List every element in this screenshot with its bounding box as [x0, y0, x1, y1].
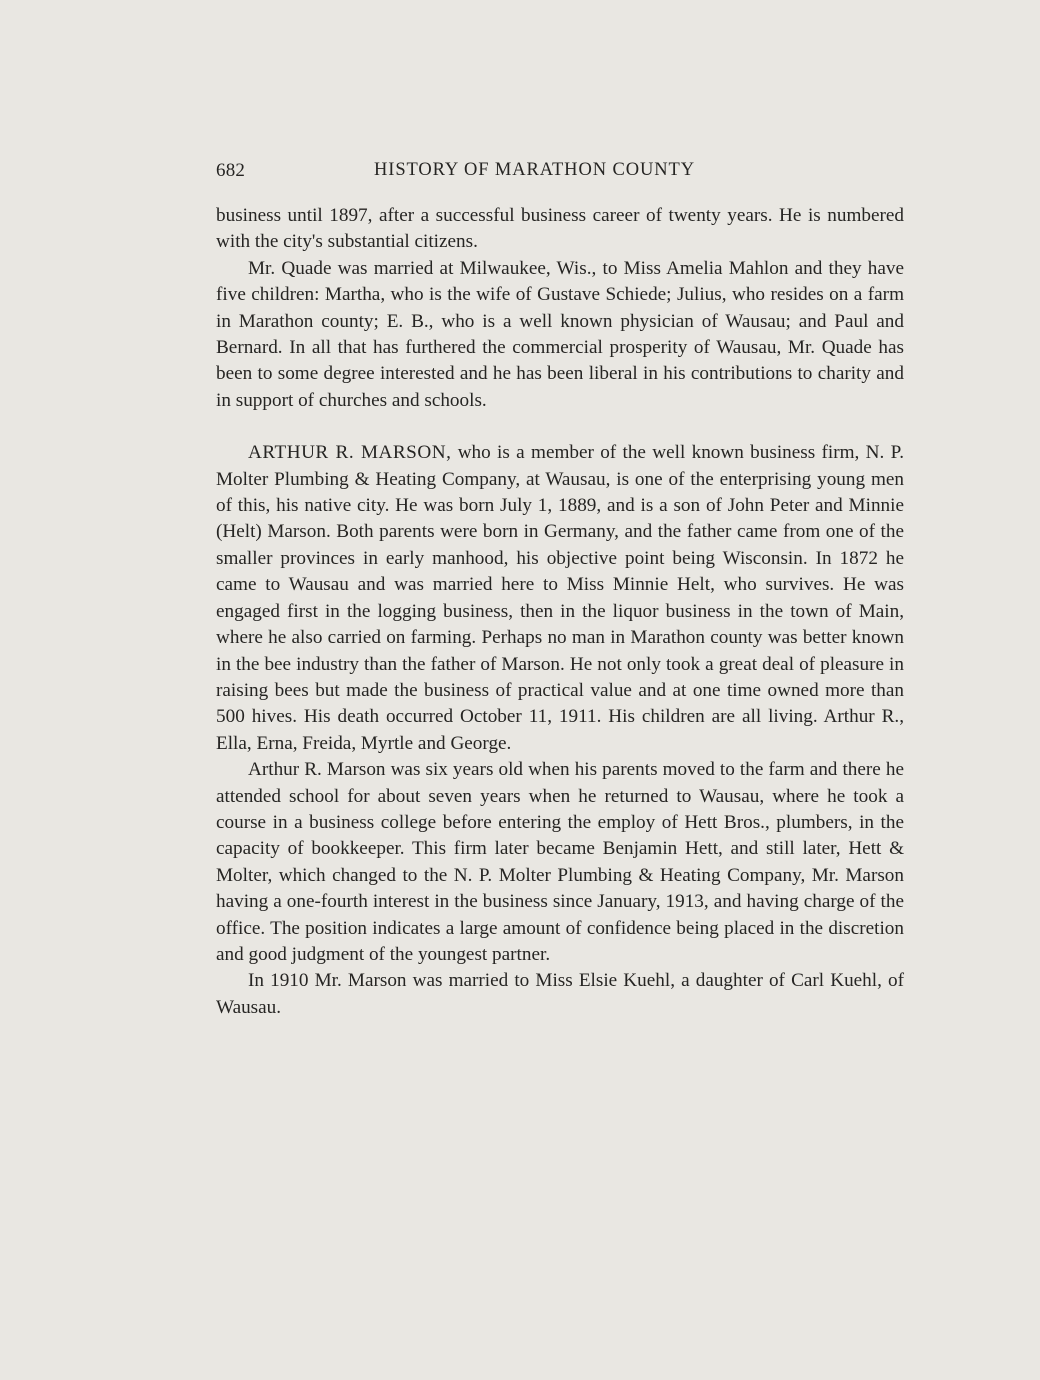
page-header [216, 160, 904, 186]
paragraph-marson-biography [216, 440, 904, 757]
paragraph-continuation: business until 1897, after a successful business career of twenty years. He is numbered with the city's substantial citizens. [216, 205, 904, 253]
page-number: 682 [216, 160, 246, 181]
biography-subject-name: ARTHUR R. MARSON, [248, 442, 452, 464]
biography-text: who is a member of the well known business firm, N. P. Molter Plumbing & Heating Company, at Wausau, is one of the enterprising young men of this, his native city. He was born July 1, 1889, and is a son of John Peter and Minnie (Helt) Marson. Both parents were born in Germany, and the father came from one of the smaller provinces in early manhood, his objective point being Wisconsin. In 1872 he came to Wausau and was married here to Miss Minnie Helt, who survives. He was engaged first in the logging business, then in the liquor business in the town of Main, where he also carried on farming. Perhaps no man in Marathon county was better known in the bee industry than the father of Marson. He not only took a great deal of pleasure in raising bees but made the business of practical value and at one time owned more than 500 hives. His death occurred October 11, 1911. His children are all living. Arthur R., Ella, Erna, Freida, Myrtle and George. [216, 442, 904, 754]
paragraph-marson-career: Arthur R. Marson was six years old when his parents moved to the farm and there he attended school for about seven years when he returned to Wausau, where he took a course in a business college before entering the employ of Hett Bros., plumbers, in the capacity of bookkeeper. This firm later became Benjamin Hett, and still later, Hett & Molter, which changed to the N. P. Molter Plumbing & Heating Company, Mr. Marson having a one-fourth interest in the business since January, 1913, and having charge of the office. The position indicates a large amount of confidence being placed in the discretion and good judgment of the youngest partner. [216, 759, 904, 965]
running-title: HISTORY OF MARATHON COUNTY [374, 160, 695, 180]
paragraph-quade-marriage: Mr. Quade was married at Milwaukee, Wis., to Miss Amelia Mahlon and they have five children: Martha, who is the wife of Gustave Schiede; Julius, who resides on a farm in Marathon county; E. B., who is a well known physician of Wausau; and Paul and Bernard. In all that has furthered the commercial prosperity of Wausau, Mr. Quade has been to some degree interested and he has been liberal in his contributions to charity and in support of churches and schools. [216, 257, 904, 411]
paragraph-marson-marriage: In 1910 Mr. Marson was married to Miss Elsie Kuehl, a daughter of Carl Kuehl, of Wausau. [216, 970, 904, 1018]
body-text [216, 203, 904, 1021]
